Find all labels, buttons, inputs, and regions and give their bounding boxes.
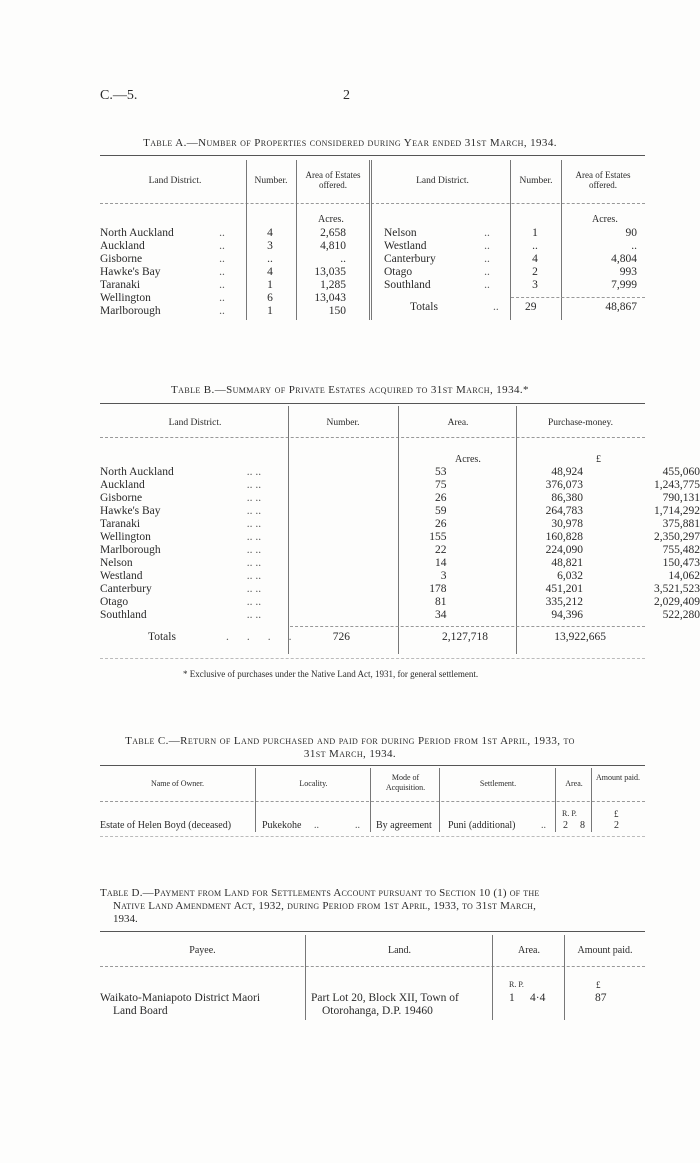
table-a-totals-label: Totals [410, 301, 438, 313]
number-cell: 14 [434, 557, 447, 569]
table-row [384, 266, 637, 279]
table-a-head-district-right: Land District. [416, 176, 469, 186]
table-d-vline-2 [492, 935, 493, 1020]
table-b-bottom-rule [100, 658, 645, 659]
area-cell: 2,658 [320, 227, 346, 239]
table-d-payee-line1: Waikato-Maniapoto District Maori [100, 992, 261, 1004]
money-cell: 2,029,409 [654, 596, 700, 608]
table-d-unit-amount: £ [596, 980, 601, 990]
table-c-settlement-dots: .. [541, 820, 546, 831]
money-cell: 755,482 [662, 544, 700, 556]
table-b-head-rule [100, 437, 645, 438]
leader-dots: .. .. [246, 466, 262, 478]
table-d-area-r: 1 [509, 992, 515, 1004]
area-cell: 13,035 [314, 266, 346, 278]
area-cell: 48,821 [551, 557, 583, 569]
table-a-title: Table A.—Number of Properties considered during Year ended 31st March, 1934. [143, 137, 557, 149]
leader-dots: .. .. [246, 531, 262, 543]
table-a-totals-number: 29 [525, 301, 537, 313]
area-cell: 224,090 [545, 544, 583, 556]
table-c-head-owner: Name of Owner. [150, 779, 205, 788]
leader-dots: .. [219, 292, 225, 304]
number-cell: 26 [434, 492, 447, 504]
number-cell: 6 [267, 292, 273, 304]
leader-dots: .. .. [246, 609, 262, 621]
area-cell: 4,810 [320, 240, 346, 252]
district-cell: Wellington [100, 292, 151, 304]
table-b-totals-dots: .... [226, 631, 310, 643]
area-cell: 1,285 [320, 279, 346, 291]
table-a-head-number-right: Number. [519, 176, 553, 186]
table-d-vline-3 [564, 935, 565, 1020]
area-cell: 160,828 [545, 531, 583, 543]
table-c-head-area: Area. [565, 779, 583, 788]
table-a-unit-left: Acres. [318, 214, 344, 225]
district-cell: Marlborough [100, 544, 161, 556]
table-row [100, 531, 700, 544]
district-cell: Wellington [100, 531, 151, 543]
leader-dots: .. [484, 266, 490, 278]
table-row [100, 479, 700, 492]
table-b-total-rule [290, 626, 645, 627]
table-c-amount: 2 [614, 820, 619, 831]
leader-dots: .. [219, 266, 225, 278]
table-a-head-rule [100, 203, 645, 204]
district-cell: Southland [384, 279, 431, 291]
table-row [100, 583, 700, 596]
number-cell: 4 [532, 253, 538, 265]
table-c-settlement: Puni (additional) [448, 820, 516, 831]
table-row [100, 570, 700, 583]
table-d-unit-area: R. P. [509, 980, 524, 989]
table-a-unit-right: Acres. [592, 214, 618, 225]
area-cell: 264,783 [545, 505, 583, 517]
leader-dots: .. [484, 227, 490, 239]
table-c-head-mode: Mode of Acquisition. [385, 773, 426, 792]
table-b-title: Table B.—Summary of Private Estates acquired to 31st March, 1934.* [171, 384, 529, 396]
number-cell: 1 [267, 305, 273, 317]
number-cell: 155 [429, 531, 447, 543]
table-row [100, 609, 700, 622]
table-c-locality: Pukekohe [262, 820, 302, 831]
leader-dots: .. [219, 240, 225, 252]
table-b-head-number: Number. [326, 418, 360, 428]
district-cell: Westland [100, 570, 143, 582]
table-c-locality-dots-2: .. [355, 820, 360, 831]
table-a-totals-area: 48,867 [605, 301, 637, 313]
district-cell: Nelson [100, 557, 133, 569]
table-c-vline-4 [555, 768, 556, 832]
number-cell: 3 [532, 279, 538, 291]
leader-dots: .. .. [246, 557, 262, 569]
table-row [100, 544, 700, 557]
money-cell: 14,062 [668, 570, 700, 582]
money-cell: 2,350,297 [654, 531, 700, 543]
area-cell: 4,804 [611, 253, 637, 265]
district-cell: Westland [384, 240, 427, 252]
table-c-vline-5 [591, 768, 592, 832]
area-cell: 376,073 [545, 479, 583, 491]
table-c-owner: Estate of Helen Boyd (deceased) [100, 820, 232, 831]
district-cell: Otago [100, 596, 129, 608]
number-cell: 1 [532, 227, 538, 239]
table-b-footnote: * Exclusive of purchases under the Native Land Act, 1931, for general settlement. [183, 669, 479, 679]
leader-dots: .. [484, 253, 490, 265]
table-c-head-rule [100, 801, 645, 802]
table-a-head-area-right: Area of Estates offered. [575, 170, 631, 190]
district-cell: Hawke's Bay [100, 505, 161, 517]
district-cell: Nelson [384, 227, 417, 239]
district-cell: Southland [100, 609, 147, 621]
table-row [384, 253, 637, 266]
table-a-top-rule [100, 155, 645, 156]
table-c-bottom-rule [100, 836, 645, 837]
table-b-top-rule [100, 403, 645, 404]
district-cell: Auckland [100, 479, 145, 491]
table-d-area-p: 4·4 [530, 992, 546, 1004]
table-row [100, 266, 346, 279]
table-d-vline-1 [305, 935, 306, 1020]
table-a-head-area-left: Area of Estates offered. [305, 170, 361, 190]
table-row [100, 492, 700, 505]
number-cell: 81 [434, 596, 447, 608]
table-c-title-line2: 31st March, 1934. [303, 748, 397, 760]
table-d-land-line2: Otorohanga, D.P. 19460 [322, 1005, 433, 1017]
table-a-left [100, 227, 346, 318]
table-b-totals-money: 13,922,665 [554, 631, 606, 643]
table-row [100, 292, 346, 305]
leader-dots: .. .. [246, 544, 262, 556]
table-d-title-line1: Table D.—Payment from Land for Settlements Account pursuant to Section 10 (1) of the [100, 887, 540, 899]
table-row [100, 505, 700, 518]
table-c-unit-area: R. P. [562, 809, 577, 818]
district-cell: North Auckland [100, 227, 174, 239]
district-cell: Taranaki [100, 518, 141, 530]
table-c-area-p: 8 [580, 820, 585, 831]
table-d-head-amount: Amount paid. [577, 945, 633, 956]
district-cell: Marlborough [100, 305, 161, 317]
leader-dots: .. [484, 279, 490, 291]
district-cell: North Auckland [100, 466, 174, 478]
table-d-head-area: Area. [518, 945, 540, 956]
leader-dots: .. [484, 240, 490, 252]
table-d-title-line2: Native Land Amendment Act, 1932, during Period from 1st April, 1933, to 31st March, [113, 900, 537, 912]
area-cell: 335,212 [545, 596, 583, 608]
table-a-total-rule [511, 297, 645, 298]
district-cell: Hawke's Bay [100, 266, 161, 278]
number-cell: .. [532, 240, 538, 252]
table-d-land-line1: Part Lot 20, Block XII, Town of [311, 992, 459, 1004]
leader-dots: .. .. [246, 583, 262, 595]
table-c-mode: By agreement [376, 820, 432, 831]
leader-dots: .. .. [246, 518, 262, 530]
area-cell: .. [631, 240, 637, 252]
page-ref: C.—5. [100, 88, 138, 103]
table-c-vline-1 [255, 768, 256, 832]
table-c-top-rule [100, 765, 645, 766]
table-row [100, 466, 700, 479]
table-b-head-area: Area. [447, 418, 469, 428]
district-cell: Canterbury [384, 253, 436, 265]
area-cell: .. [340, 253, 346, 265]
leader-dots: .. [219, 305, 225, 317]
money-cell: 1,243,775 [654, 479, 700, 491]
money-cell: 522,280 [662, 609, 700, 621]
number-cell: 4 [267, 266, 273, 278]
number-cell: 178 [429, 583, 447, 595]
money-cell: 455,060 [662, 466, 700, 478]
leader-dots: .. [219, 227, 225, 239]
table-c-head-locality: Locality. [299, 779, 328, 788]
number-cell: 3 [440, 570, 447, 582]
table-c-head-amount: Amount paid. [596, 773, 640, 782]
area-cell: 30,978 [551, 518, 583, 530]
table-b-totals-number: 726 [332, 631, 350, 643]
number-cell: 22 [434, 544, 447, 556]
table-row [384, 279, 637, 292]
district-cell: Auckland [100, 240, 145, 252]
table-b-head-district: Land District. [168, 418, 222, 428]
money-cell: 1,714,292 [654, 505, 700, 517]
leader-dots: .. .. [246, 479, 262, 491]
leader-dots: .. .. [246, 596, 262, 608]
number-cell: 34 [434, 609, 447, 621]
area-cell: 94,396 [551, 609, 583, 621]
table-d-head-land: Land. [387, 945, 412, 956]
table-c-title-line1: Table C.—Return of Land purchased and paid for during Period from 1st April, 1933, to [125, 735, 575, 747]
area-cell: 150 [328, 305, 346, 317]
table-row [100, 253, 346, 266]
table-b-body [100, 466, 700, 622]
table-row [100, 227, 346, 240]
leader-dots: .. [219, 279, 225, 291]
money-cell: 150,473 [662, 557, 700, 569]
table-d-head-payee: Payee. [189, 945, 216, 956]
table-row [100, 305, 346, 318]
number-cell: 59 [434, 505, 447, 517]
table-c-area-r: 2 [563, 820, 568, 831]
district-cell: Gisborne [100, 253, 143, 265]
area-cell: 90 [625, 227, 637, 239]
number-cell: 53 [434, 466, 447, 478]
table-b-unit-money: £ [596, 454, 601, 465]
table-b-head-money: Purchase-money. [547, 418, 614, 428]
money-cell: 375,881 [662, 518, 700, 530]
table-c-head-settlement: Settlement. [479, 779, 517, 788]
area-cell: 6,032 [557, 570, 583, 582]
table-a-head-district-left: Land District. [148, 176, 202, 186]
leader-dots: .. .. [246, 492, 262, 504]
table-b-totals-area: 2,127,718 [442, 631, 488, 643]
leader-dots: .. .. [246, 505, 262, 517]
money-cell: 3,521,523 [654, 583, 700, 595]
table-a-head-number-left: Number. [254, 176, 288, 186]
number-cell: 4 [267, 227, 273, 239]
table-c-unit-amount: £ [614, 809, 619, 819]
table-c-vline-2 [370, 768, 371, 832]
table-b-unit-area: Acres. [455, 454, 481, 465]
area-cell: 451,201 [545, 583, 583, 595]
table-row [384, 240, 637, 253]
page-number: 2 [343, 88, 350, 103]
number-cell: 1 [267, 279, 273, 291]
number-cell: 2 [532, 266, 538, 278]
money-cell: 790,131 [662, 492, 700, 504]
table-row [100, 596, 700, 609]
district-cell: Gisborne [100, 492, 143, 504]
area-cell: 13,043 [314, 292, 346, 304]
area-cell: 7,999 [611, 279, 637, 291]
table-d-title-line3: 1934. [113, 913, 138, 925]
table-row [100, 518, 700, 531]
table-c-locality-dots: .. [314, 820, 319, 831]
table-row [100, 240, 346, 253]
table-b-totals-label: Totals [148, 631, 176, 643]
table-d-payee-line2: Land Board [113, 1005, 168, 1017]
number-cell: 26 [434, 518, 447, 530]
area-cell: 86,380 [551, 492, 583, 504]
number-cell: 3 [267, 240, 273, 252]
district-cell: Taranaki [100, 279, 141, 291]
table-d-amount: 87 [595, 992, 607, 1004]
leader-dots: .. [219, 253, 225, 265]
district-cell: Canterbury [100, 583, 152, 595]
leader-dots: .. .. [246, 570, 262, 582]
table-d-top-rule [100, 931, 645, 932]
table-a-vline-3 [369, 160, 372, 320]
table-row [100, 557, 700, 570]
district-cell: Otago [384, 266, 413, 278]
table-a-totals-dots: .. [493, 301, 499, 313]
table-c-vline-3 [439, 768, 440, 832]
table-a-right [384, 227, 637, 292]
number-cell: .. [267, 253, 273, 265]
table-row [100, 279, 346, 292]
area-cell: 48,924 [551, 466, 583, 478]
area-cell: 993 [619, 266, 637, 278]
table-row [384, 227, 637, 240]
number-cell: 75 [434, 479, 447, 491]
